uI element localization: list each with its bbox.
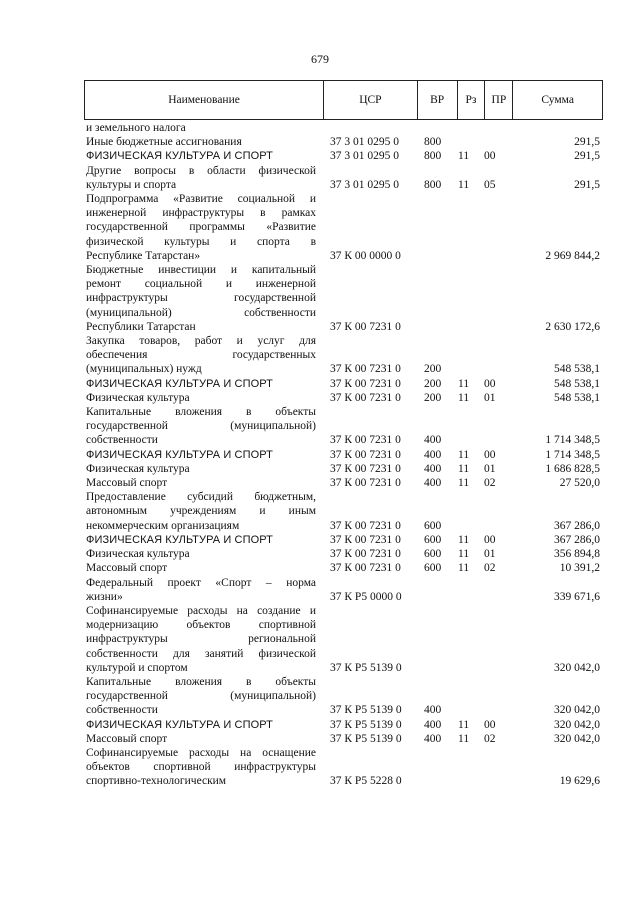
row-csr: 37 К 00 7231 0: [330, 477, 401, 490]
row-name-line: жизни»: [86, 590, 123, 603]
row-csr: 37 К 00 7231 0: [330, 363, 401, 376]
row-name: [86, 192, 316, 263]
table-row: [0, 462, 640, 476]
row-vr: 400: [424, 704, 442, 717]
page-number: 679: [311, 52, 329, 66]
row-name: [86, 135, 316, 149]
row-vr: 400: [424, 448, 442, 461]
row-name-line: Другие вопросы в области физической: [86, 164, 316, 177]
row-rz: 11: [458, 732, 470, 745]
row-pr: 01: [484, 462, 496, 475]
row-name: [86, 490, 316, 533]
row-name-line: Республике Татарстан»: [86, 249, 201, 262]
row-pr: 01: [484, 391, 496, 404]
row-name-line: государственной (муниципальной): [86, 420, 316, 433]
row-name-line: собственности для занятий физической: [86, 647, 316, 660]
row-name-line: собственности: [86, 434, 158, 447]
header-sum: Сумма: [541, 94, 574, 106]
row-name: [86, 533, 316, 547]
table-row: [0, 533, 640, 547]
row-sum: 19 629,6: [559, 775, 600, 788]
header-rz: Рз: [458, 81, 486, 119]
row-csr: 37 3 01 0295 0: [330, 150, 399, 163]
table-row: [0, 121, 640, 135]
row-csr: 37 К 00 7231 0: [330, 448, 401, 461]
row-name-line: Предоставление субсидий бюджетным,: [86, 491, 316, 504]
row-sum: 1 686 828,5: [545, 462, 600, 475]
row-name-line: Софинансируемые расходы на оснащение: [86, 746, 316, 759]
row-name-line: государственной (муниципальной): [86, 690, 316, 703]
row-sum: 10 391,2: [559, 562, 600, 575]
row-name-line: ФИЗИЧЕСКАЯ КУЛЬТУРА И СПОРТ: [86, 533, 273, 546]
row-rz: 11: [458, 391, 470, 404]
row-name-line: Закупка товаров, работ и услуг для: [86, 335, 316, 348]
row-name: [86, 476, 316, 490]
row-name-line: автономным учреждениям и иным: [86, 505, 316, 518]
table-row: [0, 490, 640, 533]
row-csr: 37 3 01 0295 0: [330, 178, 399, 191]
row-pr: 00: [484, 150, 496, 163]
row-name: [86, 448, 316, 462]
row-csr: 37 3 01 0295 0: [330, 136, 399, 149]
row-name-line: государственной программы «Развитие: [86, 221, 316, 234]
row-vr: 600: [424, 533, 442, 546]
row-sum: 320 042,0: [554, 704, 600, 717]
row-name-line: Массовый спорт: [86, 477, 168, 490]
table-row: [0, 263, 640, 334]
row-vr: 400: [424, 477, 442, 490]
row-pr: 02: [484, 477, 496, 490]
row-vr: 400: [424, 462, 442, 475]
table-row: [0, 135, 640, 149]
row-name-line: обеспечения государственных: [86, 349, 316, 362]
row-sum: 320 042,0: [554, 661, 600, 674]
table-row: [0, 377, 640, 391]
table-row: [0, 405, 640, 448]
row-name-line: собственности: [86, 704, 158, 717]
row-name-line: Софинансируемые расходы на создание и: [86, 604, 316, 617]
row-vr: 400: [424, 732, 442, 745]
row-name-line: (муниципальной) собственности: [86, 306, 316, 319]
row-name: [86, 149, 316, 163]
row-sum: 356 894,8: [554, 548, 600, 561]
row-name: [86, 391, 316, 405]
row-csr: 37 К 00 7231 0: [330, 562, 401, 575]
row-sum: 291,5: [574, 150, 600, 163]
row-csr: 37 К 00 7231 0: [330, 320, 401, 333]
row-name-line: и земельного налога: [86, 122, 186, 134]
table-row: [0, 334, 640, 377]
row-name-line: Физическая культура: [86, 462, 190, 475]
row-name-line: Физическая культура: [86, 548, 190, 561]
row-sum: 2 630 172,6: [545, 320, 600, 333]
table-row: [0, 746, 640, 789]
row-name: [86, 334, 316, 377]
row-sum: 367 286,0: [554, 519, 600, 532]
table-row: [0, 192, 640, 263]
row-rz: 11: [458, 548, 470, 561]
row-sum: 320 042,0: [554, 718, 600, 731]
header-pr: ПР: [485, 81, 513, 119]
row-rz: 11: [458, 462, 470, 475]
row-name: [86, 263, 316, 334]
row-sum: 291,5: [574, 136, 600, 149]
row-rz: 11: [458, 533, 470, 546]
table-row: [0, 718, 640, 732]
row-name-line: объектов спортивной инфраструктуры: [86, 761, 316, 774]
row-name-line: Капитальные вложения в объекты: [86, 406, 316, 419]
row-sum: 1 714 348,5: [545, 448, 600, 461]
row-pr: 00: [484, 533, 496, 546]
row-rz: 11: [458, 178, 470, 191]
row-csr: 37 К 00 7231 0: [330, 377, 401, 390]
row-pr: 01: [484, 548, 496, 561]
row-name-line: инженерной инфраструктуры в рамках: [86, 207, 316, 220]
row-name-line: (муниципальных) нужд: [86, 363, 202, 376]
row-name-line: Физическая культура: [86, 391, 190, 404]
row-sum: 548 538,1: [554, 391, 600, 404]
row-vr: 400: [424, 434, 442, 447]
row-vr: 800: [424, 136, 442, 149]
row-sum: 367 286,0: [554, 533, 600, 546]
table-row: [0, 547, 640, 561]
row-name-line: культуры и спорта: [86, 178, 177, 191]
row-name-line: Капитальные вложения в объекты: [86, 675, 316, 688]
row-name: [86, 405, 316, 448]
row-sum: 27 520,0: [559, 477, 600, 490]
row-csr: 37 К 00 7231 0: [330, 519, 401, 532]
row-vr: 400: [424, 718, 442, 731]
row-name-line: Бюджетные инвестиции и капитальный: [86, 264, 316, 277]
table-row: [0, 732, 640, 746]
row-rz: 11: [458, 477, 470, 490]
row-sum: 339 671,6: [554, 590, 600, 603]
row-name-line: ФИЗИЧЕСКАЯ КУЛЬТУРА И СПОРТ: [86, 718, 273, 731]
row-rz: 11: [458, 718, 470, 731]
row-vr: 600: [424, 519, 442, 532]
row-csr: 37 К Р5 5139 0: [330, 732, 402, 745]
row-name: [86, 718, 316, 732]
row-rz: 11: [458, 448, 470, 461]
row-name-line: Федеральный проект «Спорт – норма: [86, 576, 316, 589]
row-name: [86, 547, 316, 561]
header-name: Наименование: [85, 81, 324, 119]
row-csr: 37 К Р5 5139 0: [330, 704, 402, 717]
table-row: [0, 604, 640, 675]
row-name: [86, 604, 316, 675]
row-pr: 02: [484, 732, 496, 745]
row-name-line: ремонт социальной и инженерной: [86, 278, 316, 291]
row-vr: 600: [424, 562, 442, 575]
row-csr: 37 К 00 7231 0: [330, 548, 401, 561]
row-name: [86, 164, 316, 192]
row-name-line: спортивно-технологическим: [86, 775, 227, 788]
row-name-line: физической культуры и спорта в: [86, 235, 316, 248]
row-name-line: Массовый спорт: [86, 562, 168, 575]
row-csr: 37 К 00 7231 0: [330, 533, 401, 546]
table-row: [0, 448, 640, 462]
row-pr: 00: [484, 448, 496, 461]
row-vr: 200: [424, 363, 442, 376]
row-name: [86, 561, 316, 575]
row-pr: 00: [484, 377, 496, 390]
row-vr: 600: [424, 548, 442, 561]
header-vr: ВР: [418, 81, 458, 119]
row-name-line: модернизацию объектов спортивной: [86, 619, 316, 632]
row-sum: 548 538,1: [554, 363, 600, 376]
row-csr: 37 К Р5 5228 0: [330, 775, 402, 788]
row-name-line: культурой и спортом: [86, 661, 188, 674]
row-vr: 200: [424, 377, 442, 390]
row-pr: 00: [484, 718, 496, 731]
row-csr: 37 К 00 7231 0: [330, 462, 401, 475]
row-name-line: Массовый спорт: [86, 732, 168, 745]
row-rz: 11: [458, 562, 470, 575]
table-header: [84, 80, 603, 120]
table-row: [0, 164, 640, 192]
row-pr: 05: [484, 178, 496, 191]
row-csr: 37 К Р5 5139 0: [330, 718, 402, 731]
row-csr: 37 К 00 0000 0: [330, 249, 401, 262]
row-name-line: ФИЗИЧЕСКАЯ КУЛЬТУРА И СПОРТ: [86, 448, 273, 461]
table-row: [0, 675, 640, 718]
table-row: [0, 576, 640, 604]
row-sum: 1 714 348,5: [545, 434, 600, 447]
row-csr: 37 К 00 7231 0: [330, 391, 401, 404]
row-csr: 37 К Р5 0000 0: [330, 590, 402, 603]
row-name: [86, 462, 316, 476]
row-name: [86, 576, 316, 604]
row-rz: 11: [458, 377, 470, 390]
row-name-line: Подпрограмма «Развитие социальной и: [86, 193, 316, 206]
row-name-line: Иные бюджетные ассигнования: [86, 136, 242, 149]
row-name-line: ФИЗИЧЕСКАЯ КУЛЬТУРА И СПОРТ: [86, 150, 273, 163]
table-row: [0, 391, 640, 405]
row-name: [86, 377, 316, 391]
row-name: [86, 121, 316, 135]
row-name: [86, 746, 316, 789]
row-name: [86, 675, 316, 718]
row-name-line: инфраструктуры государственной: [86, 292, 316, 305]
row-csr: 37 К Р5 5139 0: [330, 661, 402, 674]
row-sum: 548 538,1: [554, 377, 600, 390]
table-body: [0, 121, 640, 789]
row-name-line: инфраструктуры региональной: [86, 633, 316, 646]
table-row: [0, 476, 640, 490]
table-row: [0, 561, 640, 575]
row-csr: 37 К 00 7231 0: [330, 434, 401, 447]
row-name: [86, 732, 316, 746]
row-vr: 800: [424, 150, 442, 163]
header-csr: ЦСР: [324, 81, 418, 119]
row-sum: 320 042,0: [554, 732, 600, 745]
table-row: [0, 149, 640, 163]
row-name-line: Республики Татарстан: [86, 320, 196, 333]
row-vr: 200: [424, 391, 442, 404]
row-name-line: некоммерческим организациям: [86, 519, 240, 532]
row-vr: 800: [424, 178, 442, 191]
row-sum: 291,5: [574, 178, 600, 191]
row-rz: 11: [458, 150, 470, 163]
row-name-line: ФИЗИЧЕСКАЯ КУЛЬТУРА И СПОРТ: [86, 377, 273, 390]
row-sum: 2 969 844,2: [545, 249, 600, 262]
row-pr: 02: [484, 562, 496, 575]
